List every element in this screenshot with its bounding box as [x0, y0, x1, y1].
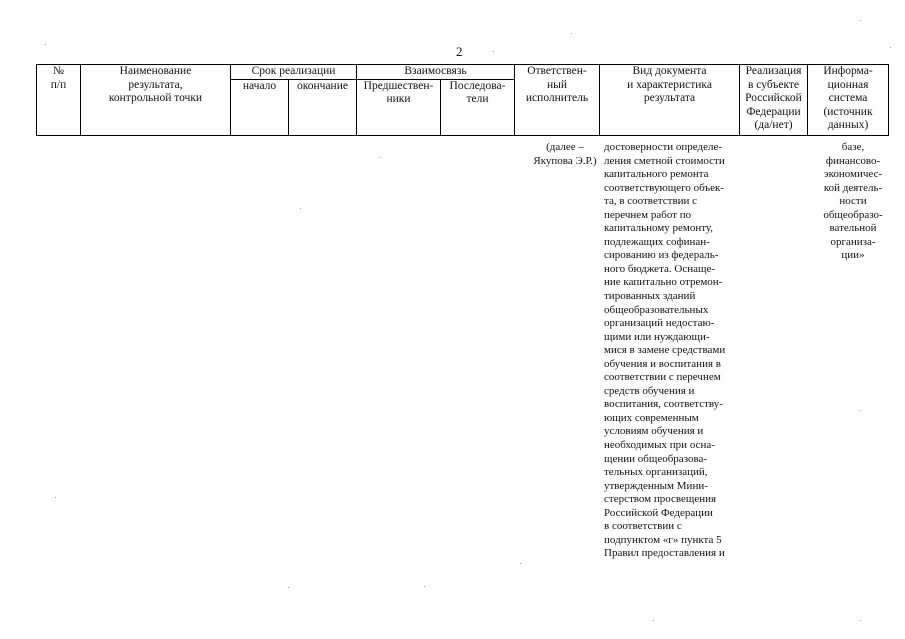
info-line: финансово- [825, 154, 881, 167]
info-line: ции» [841, 249, 865, 262]
doc-line: сированию из федераль- [604, 249, 719, 262]
col-responsible-header: Ответствен- ный исполнитель [515, 65, 600, 136]
col-successors-header: Последова- тели [441, 79, 515, 135]
doc-line: тельных организаций, [604, 466, 708, 479]
scan-speck [860, 20, 861, 21]
doc-line: щении общеобразова- [604, 452, 708, 465]
col-predecessors-header: Предшествен- ники [357, 79, 441, 135]
doc-line: достоверности определе- [604, 141, 723, 153]
doc-line: необходимых при осна- [604, 439, 715, 452]
scan-speck [379, 157, 380, 158]
info-line: вательной [829, 222, 877, 235]
doc-line: соответствующего объек- [604, 181, 724, 194]
info-line: общеобразо- [823, 208, 883, 221]
info-line: кой деятель- [823, 181, 883, 194]
info-line: базе, [841, 141, 865, 153]
doc-line: та, в соответствии с [604, 195, 698, 208]
doc-line: условиям обучения и [604, 425, 704, 438]
doc-line: перечнем работ по [604, 208, 692, 221]
responsible-cell-text: (далее – Якупова Э.Р.) [533, 141, 597, 167]
doc-line: ления сметной стоимости [604, 154, 725, 167]
col-realization-header: Реализация в субъекте Российской Федерации (да/нет) [740, 65, 808, 136]
scan-speck [424, 586, 425, 587]
scan-speck [860, 620, 861, 621]
doc-line: капитальному ремонту, [604, 222, 714, 235]
scan-speck [55, 497, 56, 498]
scan-speck [520, 563, 521, 564]
scan-speck [45, 44, 46, 45]
doc-line: капитального ремонта [604, 168, 709, 181]
doc-line: стерством просвещения [604, 493, 717, 506]
doc-line: ющих современным [604, 411, 699, 424]
scan-speck [571, 33, 572, 34]
doc-line: подпунктом «г» пункта 5 [604, 533, 722, 546]
info-system-cell-text [812, 141, 894, 263]
scan-speck [300, 208, 301, 209]
scan-speck [860, 410, 861, 411]
doc-line: в соответствии с [604, 520, 682, 533]
doc-line: Российской Федерации [604, 506, 713, 519]
doc-line: общеобразовательных [604, 303, 709, 316]
doc-line: обучения и воспитания в [604, 357, 721, 370]
doc-line: мися в замене средствами [604, 344, 726, 357]
info-line: ности [839, 195, 867, 208]
page-number: 2 [456, 44, 463, 59]
doc-line: ного бюджета. Оснаще- [604, 262, 715, 275]
col-info-system-header: Информа- ционная система (источник данных) [808, 65, 889, 136]
scan-speck [493, 51, 494, 52]
doc-line: подлежащих софинан- [604, 235, 710, 248]
col-term-end-header: окончание [289, 79, 357, 135]
doc-line: Правил предоставления и [604, 547, 725, 560]
scan-speck [890, 47, 891, 48]
col-number-header: № п/п [37, 65, 81, 136]
doc-line: организаций недостаю- [604, 317, 715, 330]
col-term-header: Срок реализации [231, 65, 357, 80]
doc-line: щими или нуждающи- [604, 330, 710, 343]
doc-line: средств обучения и [604, 384, 695, 397]
doc-line: воспитания, соответству- [604, 398, 723, 411]
plan-table [36, 64, 889, 136]
col-relation-header: Взаимосвязь [357, 65, 515, 80]
doc-line: тированных зданий [604, 290, 696, 303]
col-term-start-header: начало [231, 79, 289, 135]
info-line: экономичес- [823, 168, 883, 181]
doc-line: утвержденным Мини- [604, 479, 708, 492]
scan-speck [288, 587, 289, 588]
scan-speck [653, 620, 654, 621]
doc-line: ние капитально отремон- [604, 276, 723, 289]
doc-type-cell-text [604, 141, 746, 561]
col-doc-type-header: Вид документа и характеристика результата [600, 65, 740, 136]
info-line: организа- [830, 235, 876, 248]
doc-line: соответствии с перечнем [604, 371, 721, 384]
col-name-header: Наименование результата, контрольной точки [81, 65, 231, 136]
